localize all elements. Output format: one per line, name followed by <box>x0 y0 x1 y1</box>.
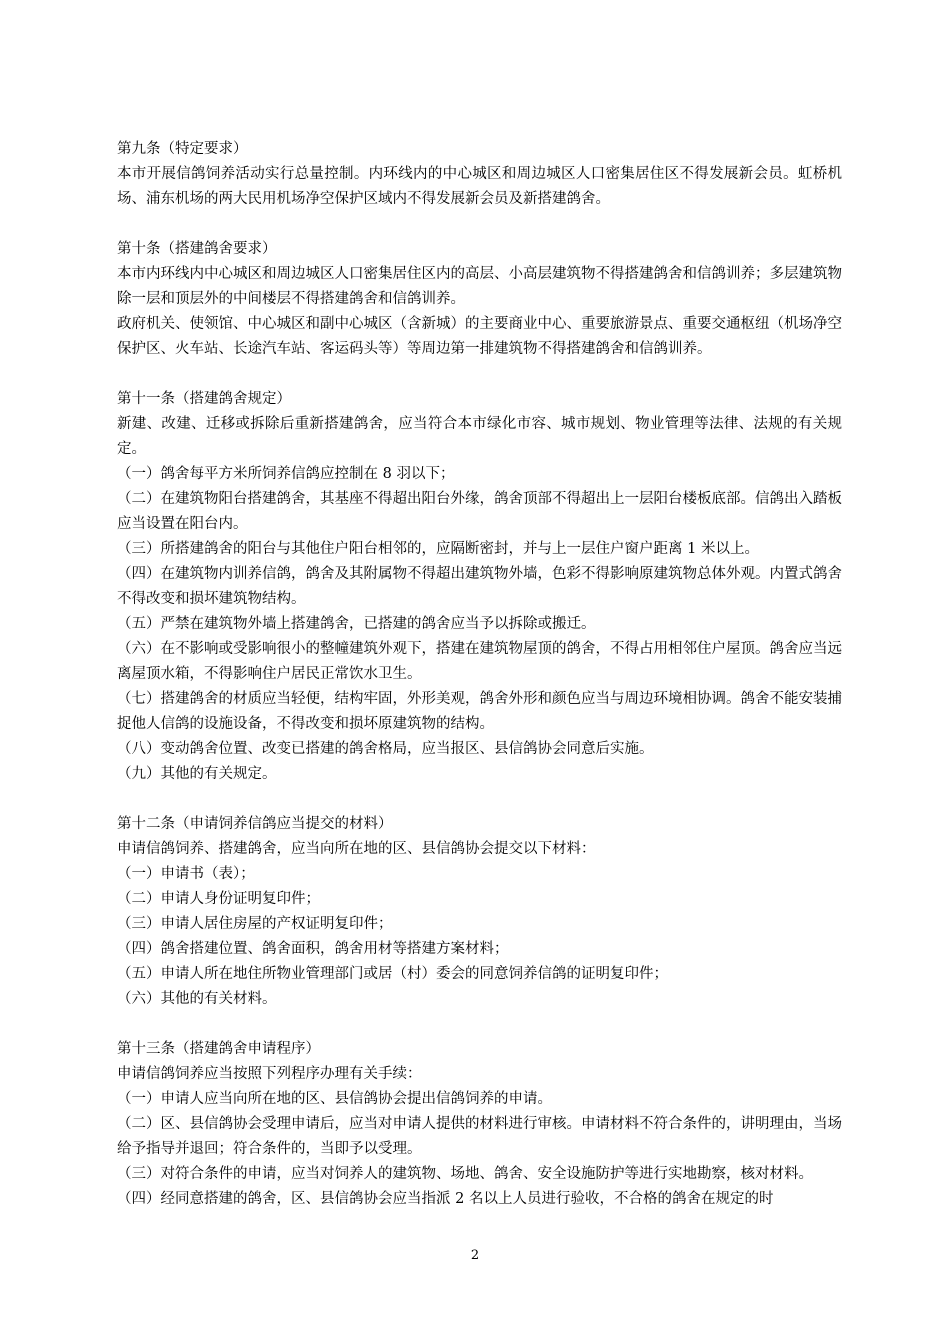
article-12 <box>117 812 842 1012</box>
article-paragraph: （五）严禁在建筑物外墙上搭建鸽舍，已搭建的鸽舍应当予以拆除或搬迁。 <box>117 616 596 632</box>
document-body <box>117 137 842 1237</box>
article-paragraph: （一）申请书（表）； <box>117 866 255 882</box>
article-paragraph: 本市开展信鸽饲养活动实行总量控制。内环线内的中心城区和周边城区人口密集居住区不得发展新会员。虹桥机场、浦东机场的两大民用机场净空保护区域内不得发展新会员及新搭建鸽舍。 <box>117 166 842 207</box>
article-paragraph: （一）申请人应当向所在地的区、县信鸽协会提出信鸽饲养的申请。 <box>117 1091 552 1107</box>
article-paragraph: （二）申请人身份证明复印件； <box>117 891 320 907</box>
article-paragraph: （一）鸽舍每平方米所饲养信鸽应控制在 8 羽以下； <box>117 466 455 482</box>
article-paragraph: （二）在建筑物阳台搭建鸽舍，其基座不得超出阳台外缘，鸽舍顶部不得超出上一层阳台楼板底部。信鸽出入踏板应当设置在阳台内。 <box>117 491 842 532</box>
article-11 <box>117 387 842 787</box>
article-paragraph: 新建、改建、迁移或拆除后重新搭建鸽舍，应当符合本市绿化市容、城市规划、物业管理等法律、法规的有关规定。 <box>117 416 842 457</box>
article-title: 第十一条（搭建鸽舍规定） <box>117 391 291 407</box>
page-number: 2 <box>470 1248 480 1263</box>
article-paragraph: （三）对符合条件的申请，应当对饲养人的建筑物、场地、鸽舍、安全设施防护等进行实地勘察，核对材料。 <box>117 1166 813 1182</box>
article-paragraph: （二）区、县信鸽协会受理申请后，应当对申请人提供的材料进行审核。申请材料不符合条件的，讲明理由，当场给予指导并退回；符合条件的，当即予以受理。 <box>117 1116 842 1157</box>
article-paragraph: 政府机关、使领馆、中心城区和副中心城区（含新城）的主要商业中心、重要旅游景点、重要交通枢纽（机场净空保护区、火车站、长途汽车站、客运码头等）等周边第一排建筑物不得搭建鸽舍和信鸽训养。 <box>117 316 842 357</box>
article-paragraph: 本市内环线内中心城区和周边城区人口密集居住区内的高层、小高层建筑物不得搭建鸽舍和信鸽训养；多层建筑物除一层和顶层外的中间楼层不得搭建鸽舍和信鸽训养。 <box>117 266 842 307</box>
article-paragraph: 申请信鸽饲养、搭建鸽舍，应当向所在地的区、县信鸽协会提交以下材料： <box>117 841 596 857</box>
article-paragraph: （四）经同意搭建的鸽舍，区、县信鸽协会应当指派 2 名以上人员进行验收，不合格的鸽舍在规定的时 <box>117 1191 774 1207</box>
article-paragraph: （三）申请人居住房屋的产权证明复印件； <box>117 916 393 932</box>
article-paragraph: （四）鸽舍搭建位置、鸽舍面积，鸽舍用材等搭建方案材料； <box>117 941 509 957</box>
article-paragraph: （八）变动鸽舍位置、改变已搭建的鸽舍格局，应当报区、县信鸽协会同意后实施。 <box>117 741 654 757</box>
article-title: 第九条（特定要求） <box>117 141 248 157</box>
article-paragraph: （六）其他的有关材料。 <box>117 991 277 1007</box>
article-paragraph: （三）所搭建鸽舍的阳台与其他住户阳台相邻的，应隔断密封，并与上一层住户窗户距离 1 米以上。 <box>117 541 759 557</box>
article-paragraph: （六）在不影响或受影响很小的整幢建筑外观下，搭建在建筑物屋顶的鸽舍，不得占用相邻住户屋顶。鸽舍应当远离屋顶水箱，不得影响住户居民正常饮水卫生。 <box>117 641 842 682</box>
article-paragraph: 申请信鸽饲养应当按照下列程序办理有关手续： <box>117 1066 422 1082</box>
article-10 <box>117 237 842 362</box>
article-paragraph: （五）申请人所在地住所物业管理部门或居（村）委会的同意饲养信鸽的证明复印件； <box>117 966 668 982</box>
article-13 <box>117 1037 842 1212</box>
article-title: 第十条（搭建鸽舍要求） <box>117 241 277 257</box>
article-title: 第十二条（申请饲养信鸽应当提交的材料） <box>117 816 393 832</box>
article-paragraph: （四）在建筑物内训养信鸽，鸽舍及其附属物不得超出建筑物外墙，色彩不得影响原建筑物总体外观。内置式鸽舍不得改变和损坏建筑物结构。 <box>117 566 842 607</box>
article-title: 第十三条（搭建鸽舍申请程序） <box>117 1041 320 1057</box>
article-paragraph: （七）搭建鸽舍的材质应当轻便，结构牢固，外形美观，鸽舍外形和颜色应当与周边环境相协调。鸽舍不能安装捕捉他人信鸽的设施设备，不得改变和损坏原建筑物的结构。 <box>117 691 842 732</box>
article-paragraph: （九）其他的有关规定。 <box>117 766 277 782</box>
article-9 <box>117 137 842 212</box>
